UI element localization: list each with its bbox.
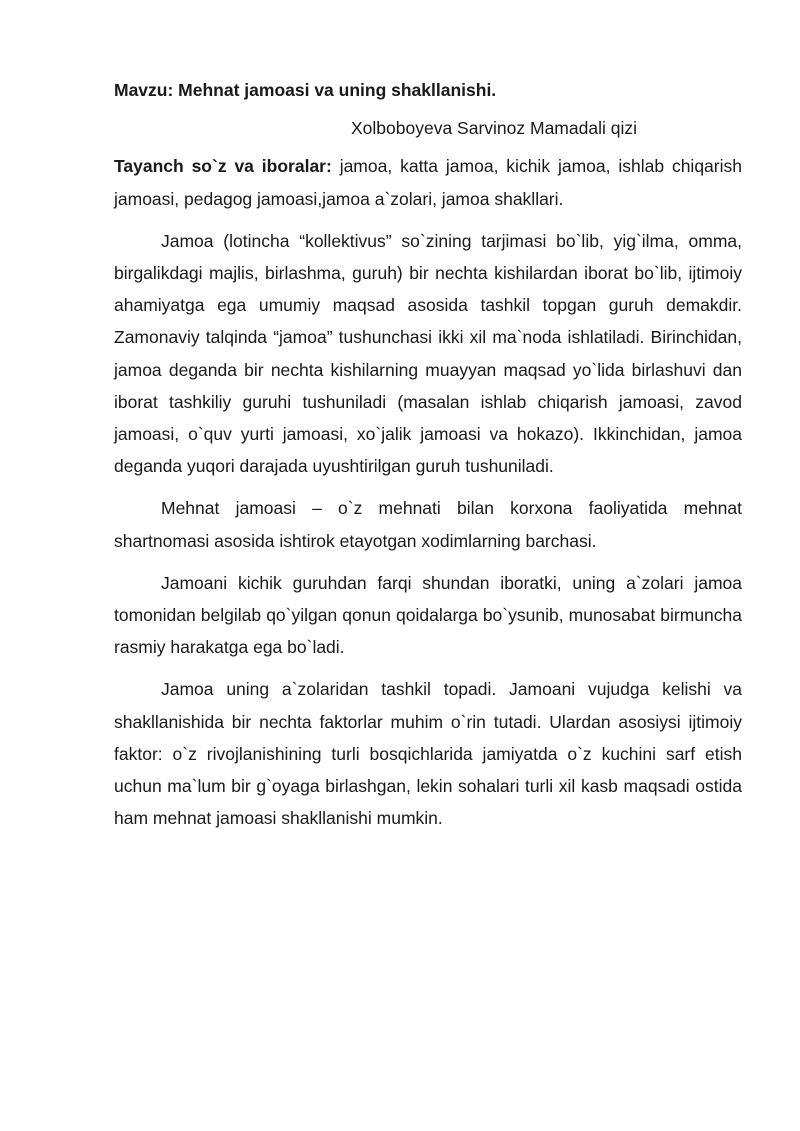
body-paragraph-4: Jamoa uning a`zolaridan tashkil topadi. Jamoani vujudga kelishi va shakllanishida bir nechta faktorlar muhim o`rin tutadi. Ulardan asosiysi ijtimoiy faktor: o`z rivojlanishining turli bosqichlarida jamiyatda o`z kuchini sarf etish uchun ma`lum bir g`oyaga birlashgan, lekin sohalari turli xil kasb maqsadi ostida ham mehnat jamoasi shakllanishi mumkin. <box>114 679 742 829</box>
keywords-paragraph <box>114 144 742 214</box>
body-paragraph-2: Mehnat jamoasi – o`z mehnati bilan korxona faoliyatida mehnat shartnomasi asosida ishtirok etayotgan xodimlarning barchasi. <box>114 498 742 551</box>
document-body <box>114 74 742 834</box>
document-title: Mavzu: Mehnat jamoasi va uning shakllanishi. <box>114 80 497 100</box>
keywords-label: Tayanch so`z va iboralar: <box>114 156 332 177</box>
body-paragraph-3: Jamoani kichik guruhdan farqi shundan iboratki, uning a`zolari jamoa tomonidan belgilab qo`yilgan qonun qoidalarga bo`ysunib, munosabat birmuncha rasmiy harakatga ega bo`ladi. <box>114 572 742 658</box>
body-paragraph-1: Jamoa (lotincha “kollektivus” so`zining tarjimasi bo`lib, yig`ilma, omma, birgalikdagi majlis, birlashma, guruh) bir nechta kishilardan iborat bo`lib, ijtimoiy ahamiyatga ega umumiy maqsad asosida tashkil topgan guruh demakdir. Zamonaviy talqinda “jamoa” tushunchasi ikki xil ma`noda ishlatiladi. Birinchidan, jamoa deganda bir nechta kishilarning muayyan maqsad yo`lida birlashuvi dan iborat tashkiliy guruhi tushuniladi (masalan ishlab chiqarish jamoasi, zavod jamoasi, o`quv yurti jamoasi, xo`jalik jamoasi va hokazo). Ikkinchidan, jamoa deganda yuqori darajada uyushtirilgan guruh tushuniladi. <box>114 230 742 477</box>
keywords-text: jamoa, katta jamoa, kichik jamoa, ishlab chiqarish jamoasi, pedagog jamoasi,jamoa a`zolari, jamoa shakllari. <box>114 156 742 209</box>
author-name: Xolboboyeva Sarvinoz Mamadali qizi <box>351 118 637 139</box>
